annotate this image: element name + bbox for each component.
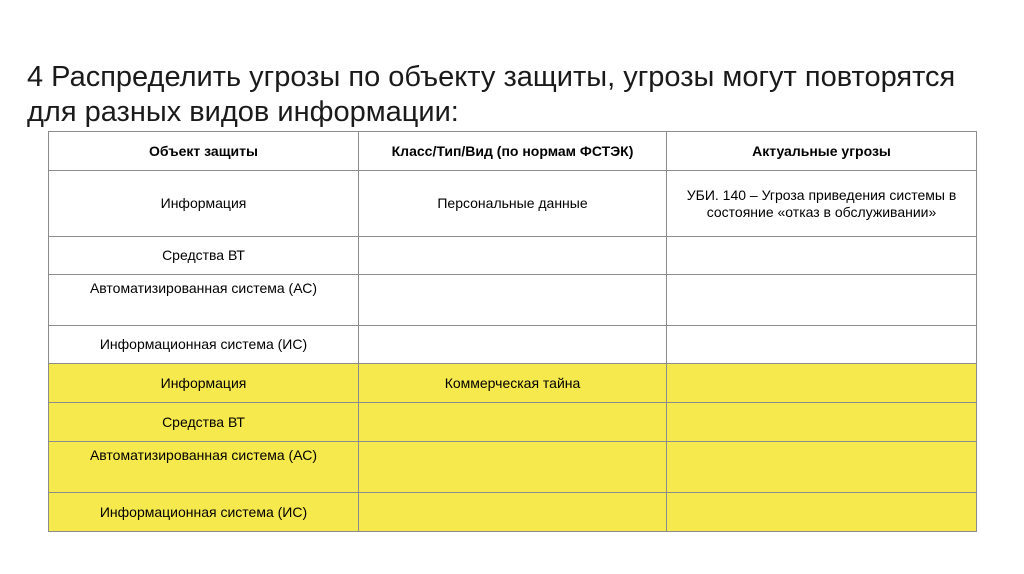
header-actual-threats: Актуальные угрозы	[667, 132, 977, 171]
cell-class	[359, 403, 667, 442]
header-protection-object: Объект защиты	[49, 132, 359, 171]
table-row-highlighted	[49, 493, 977, 532]
cell-class: Коммерческая тайна	[359, 364, 667, 403]
table-row	[49, 237, 977, 275]
cell-object: Информационная система (ИС)	[49, 493, 359, 532]
cell-threats	[667, 442, 977, 493]
table-row	[49, 171, 977, 237]
threats-table	[48, 131, 977, 532]
cell-object: Автоматизированная система (АС)	[49, 442, 359, 493]
cell-object: Информационная система (ИС)	[49, 326, 359, 364]
table-row	[49, 326, 977, 364]
cell-class: Персональные данные	[359, 171, 667, 237]
cell-class	[359, 326, 667, 364]
cell-class	[359, 237, 667, 275]
cell-object: Автоматизированная система (АС)	[49, 275, 359, 326]
table-row-highlighted	[49, 403, 977, 442]
table-row-highlighted	[49, 442, 977, 493]
cell-class	[359, 275, 667, 326]
table-row-highlighted	[49, 364, 977, 403]
cell-object: Информация	[49, 171, 359, 237]
table-header-row	[49, 132, 977, 171]
cell-object: Средства ВТ	[49, 237, 359, 275]
cell-threats	[667, 364, 977, 403]
slide-title: 4 Распределить угрозы по объекту защиты, угрозы могут повторятся для разных видов информации:	[27, 61, 956, 128]
cell-threats	[667, 403, 977, 442]
header-class-type: Класс/Тип/Вид (по нормам ФСТЭК)	[359, 132, 667, 171]
cell-threats	[667, 237, 977, 275]
cell-object: Средства ВТ	[49, 403, 359, 442]
cell-object: Информация	[49, 364, 359, 403]
cell-class	[359, 442, 667, 493]
cell-class	[359, 493, 667, 532]
cell-threats: УБИ. 140 – Угроза приведения системы в состояние «отказ в обслуживании»	[667, 171, 977, 237]
table-row	[49, 275, 977, 326]
cell-threats	[667, 493, 977, 532]
cell-threats	[667, 275, 977, 326]
cell-threats	[667, 326, 977, 364]
